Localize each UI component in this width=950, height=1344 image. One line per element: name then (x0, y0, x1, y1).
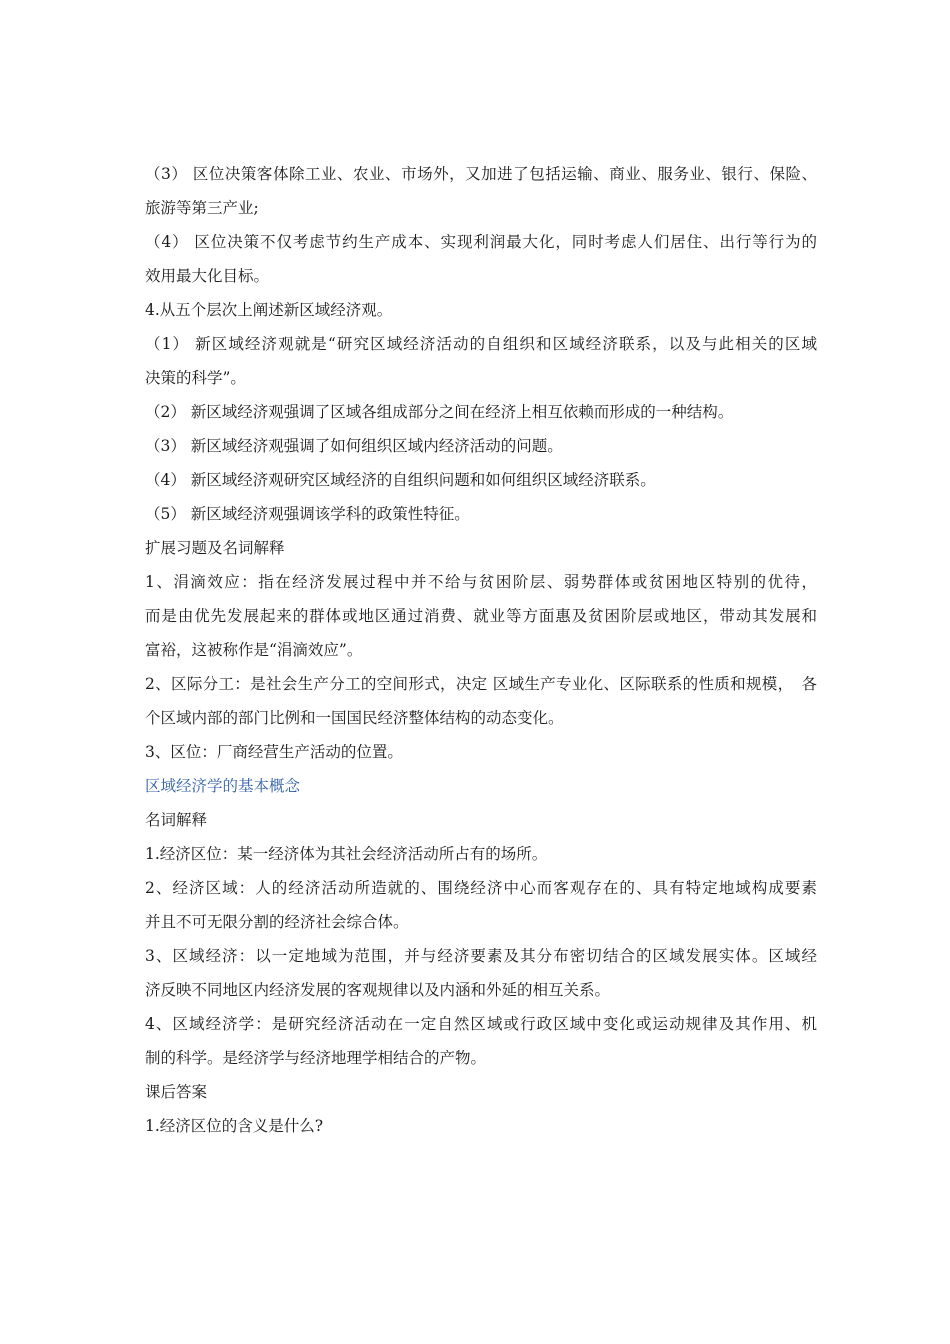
text-line: 名词解释 (145, 811, 208, 829)
text-line: 1、涓滴效应：指在经济发展过程中并不给与贫困阶层、弱势群体或贫困地区特别的优待， (145, 573, 817, 591)
text-line: （4） 区位决策不仅考虑节约生产成本、实现利润最大化，同时考虑人们居住、出行等行为的 (145, 233, 817, 251)
text-line: 富裕，这被称作是“涓滴效应”。 (145, 641, 363, 659)
text-line: 1.经济区位：某一经济体为其社会经济活动所占有的场所。 (145, 845, 548, 863)
text-line: 旅游等第三产业; (145, 199, 259, 217)
text-line: 4.从五个层次上阐述新区域经济观。 (145, 301, 393, 319)
text-line: （5） 新区域经济观强调该学科的政策性特征。 (145, 505, 470, 523)
section-heading: 区域经济学的基本概念 (145, 777, 301, 795)
document-body (145, 157, 817, 1143)
text-line: 决策的科学”。 (145, 369, 246, 387)
text-line: 济反映不同地区内经济发展的客观规律以及内涵和外延的相互关系。 (145, 981, 611, 999)
text-line: 2、经济区域：人的经济活动所造就的、围绕经济中心而客观存在的、具有特定地域构成要素 (145, 879, 817, 897)
text-line: 个区域内部的部门比例和一国国民经济整体结构的动态变化。 (145, 709, 564, 727)
text-line: 2、区际分工：是社会生产分工的空间形式，决定 区域生产专业化、区际联系的性质和规模， 各 (145, 675, 817, 693)
text-line: （2） 新区域经济观强调了区域各组成部分之间在经济上相互依赖而形成的一种结构。 (145, 403, 734, 421)
text-line: （3） 区位决策客体除工业、农业、市场外，又加进了包括运输、商业、服务业、银行、保险、 (145, 165, 817, 183)
text-line: 4、区域经济学：是研究经济活动在一定自然区域或行政区域中变化或运动规律及其作用、机 (145, 1015, 817, 1033)
text-line: 而是由优先发展起来的群体或地区通过消费、就业等方面惠及贫困阶层或地区，带动其发展和 (145, 607, 817, 625)
text-line: 3、区域经济：以一定地域为范围，并与经济要素及其分布密切结合的区域发展实体。区域经 (145, 947, 817, 965)
text-line: （1） 新区域经济观就是“研究区域经济活动的自组织和区域经济联系，以及与此相关的区域 (145, 335, 817, 353)
text-line: （4） 新区域经济观研究区域经济的自组织问题和如何组织区域经济联系。 (145, 471, 656, 489)
text-line: （3） 新区域经济观强调了如何组织区域内经济活动的问题。 (145, 437, 563, 455)
text-line: 课后答案 (145, 1083, 208, 1101)
text-line: 扩展习题及名词解释 (145, 539, 285, 557)
text-line: 并且不可无限分割的经济社会综合体。 (145, 913, 409, 931)
text-line: 效用最大化目标。 (145, 267, 270, 285)
text-line: 3、区位：厂商经营生产活动的位置。 (145, 743, 403, 761)
text-line: 1.经济区位的含义是什么? (145, 1117, 324, 1135)
text-line: 制的科学。是经济学与经济地理学相结合的产物。 (145, 1049, 487, 1067)
